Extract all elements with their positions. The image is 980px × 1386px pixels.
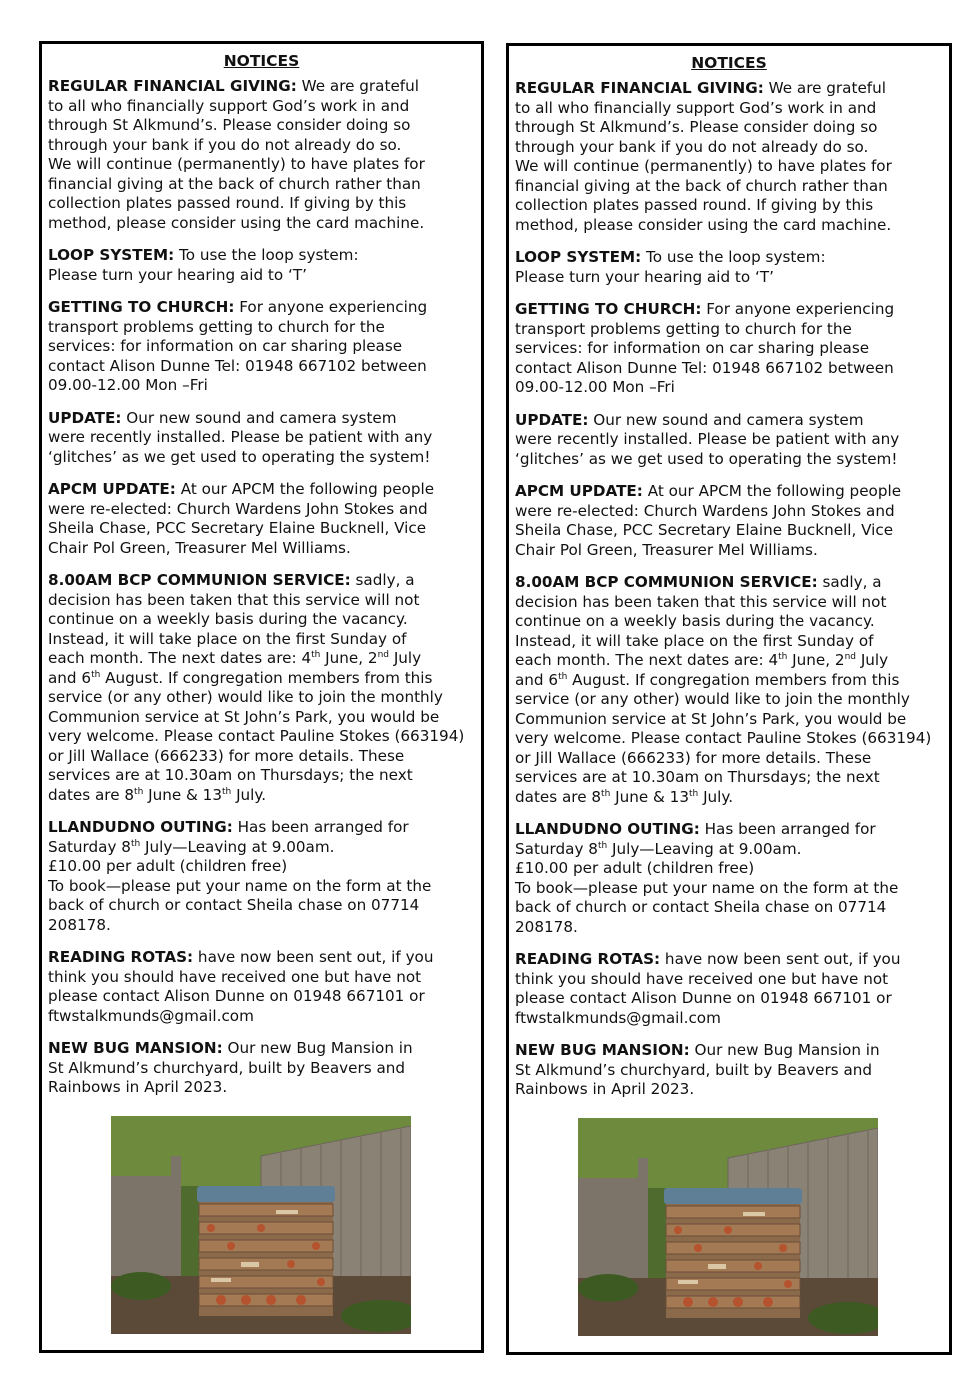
notice-text-line: continue on a weekly basis during the vacancy. bbox=[48, 610, 408, 628]
notice-heading: NEW BUG MANSION: bbox=[48, 1039, 223, 1057]
notices-title: NOTICES bbox=[691, 54, 767, 72]
notice-text-line: collection plates passed round. If giving by this bbox=[515, 196, 874, 214]
notice-text-line: For anyone experiencing bbox=[234, 298, 428, 316]
notice-text-line: Rainbows in April 2023. bbox=[48, 1078, 228, 1096]
notice-text-line: Chair Pol Green, Treasurer Mel Williams. bbox=[515, 540, 818, 559]
notices-title: NOTICES bbox=[223, 52, 300, 70]
notice-item bbox=[48, 246, 481, 285]
notice-text-line: very welcome. Please contact Pauline Stokes (663194) bbox=[515, 729, 932, 747]
notice-text-line: St Alkmund’s churchyard, built by Beavers and bbox=[48, 1058, 406, 1077]
notice-heading: LOOP SYSTEM: bbox=[515, 248, 642, 266]
notice-text-line: Our new Bug Mansion in bbox=[222, 1039, 413, 1057]
notice-text-line: services are at 10.30am on Thursdays; the next bbox=[48, 766, 413, 784]
notice-text-line: through St Alkmund’s. Please consider doing so bbox=[515, 118, 878, 136]
notice-text-line: Has been arranged for bbox=[232, 818, 409, 836]
notice-heading: APCM UPDATE: bbox=[515, 482, 643, 500]
notice-text-line: We will continue (permanently) to have plates for bbox=[515, 157, 892, 175]
notice-text-line: decision has been taken that this service will not bbox=[48, 590, 420, 609]
notice-text-line: through your bank if you do not already do so. bbox=[515, 137, 869, 156]
notice-text-line: Chair Pol Green, Treasurer Mel Williams. bbox=[48, 538, 351, 557]
bug-mansion-photo bbox=[111, 1116, 411, 1334]
notice-text-line: services are at 10.30am on Thursdays; the next bbox=[515, 768, 880, 786]
notice-text-line: please contact Alison Dunne on 01948 667101 or bbox=[515, 989, 892, 1007]
notice-text-line: 208178. bbox=[48, 915, 111, 934]
notice-text-line: £10.00 per adult (children free) bbox=[515, 859, 755, 877]
notice-item bbox=[515, 482, 949, 560]
notice-text-line: method, please consider using the card machine. bbox=[515, 215, 892, 234]
notice-text-line: each month. The next dates are: 4th June, 2nd July bbox=[515, 651, 889, 669]
notice-text-line: Has been arranged for bbox=[699, 820, 876, 838]
notice-text-line: were recently installed. Please be patient with any bbox=[48, 428, 433, 446]
notice-text-line: were recently installed. Please be patient with any bbox=[515, 430, 900, 448]
notice-text-line: We are grateful bbox=[763, 79, 886, 97]
notice-item bbox=[515, 300, 949, 398]
notice-text-line: St Alkmund’s churchyard, built by Beavers and bbox=[515, 1060, 873, 1079]
notice-text-line: dates are 8th June & 13th July. bbox=[48, 785, 267, 804]
notice-heading: UPDATE: bbox=[515, 410, 589, 429]
notice-text-line: ‘glitches’ as we get used to operating the system! bbox=[515, 449, 898, 468]
notice-text-line: Our new Bug Mansion in bbox=[689, 1041, 880, 1059]
notices-list bbox=[48, 77, 481, 1098]
notice-text-line: To book—please put your name on the form at the bbox=[515, 878, 899, 897]
notice-text-line: through your bank if you do not already do so. bbox=[48, 135, 402, 154]
notices-panel-left bbox=[39, 41, 484, 1353]
notice-item bbox=[515, 950, 949, 1028]
notice-heading: LLANDUDNO OUTING: bbox=[515, 820, 700, 838]
notice-text-line: each month. The next dates are: 4th June, 2nd July bbox=[48, 649, 422, 667]
notice-text-line: Communion service at St John’s Park, you would be bbox=[515, 709, 907, 728]
notice-text-line: To use the loop system: bbox=[641, 248, 826, 266]
notice-item bbox=[48, 409, 481, 468]
notice-text-line: were re-elected: Church Wardens John Stokes and bbox=[515, 501, 895, 520]
notice-text-line: service (or any other) would like to join the monthly bbox=[515, 690, 910, 708]
notice-text-line: continue on a weekly basis during the vacancy. bbox=[515, 612, 875, 630]
notice-text-line: services: for information on car sharing please bbox=[515, 339, 870, 357]
notice-text-line: ftwstalkmunds@gmail.com bbox=[515, 1008, 721, 1027]
notice-text-line: Saturday 8th July—Leaving at 9.00am. bbox=[48, 837, 335, 856]
notice-text-line: have now been sent out, if you bbox=[193, 948, 434, 966]
notice-text-line: 09.00-12.00 Mon –Fri bbox=[48, 376, 208, 394]
notice-text-line: We are grateful bbox=[296, 77, 419, 95]
notice-text-line: very welcome. Please contact Pauline Stokes (663194) bbox=[48, 727, 465, 745]
bug-mansion-photo bbox=[578, 1118, 878, 1336]
notice-text-line: services: for information on car sharing please bbox=[48, 337, 403, 355]
notice-text-line: or Jill Wallace (666233) for more details. These bbox=[515, 748, 872, 767]
notice-text-line: Sheila Chase, PCC Secretary Elaine Bucknell, Vice bbox=[48, 519, 427, 537]
notice-text-line: and 6th August. If congregation members from this bbox=[515, 670, 900, 689]
notice-item bbox=[515, 248, 949, 287]
notice-text-line: Rainbows in April 2023. bbox=[515, 1080, 695, 1098]
notice-item bbox=[515, 1041, 949, 1100]
notice-heading: GETTING TO CHURCH: bbox=[515, 300, 702, 318]
notice-heading: REGULAR FINANCIAL GIVING: bbox=[48, 77, 297, 95]
notice-text-line: collection plates passed round. If giving by this bbox=[48, 194, 407, 212]
notice-text-line: Our new sound and camera system bbox=[121, 408, 397, 427]
notice-item bbox=[48, 298, 481, 396]
notice-heading: 8.00AM BCP COMMUNION SERVICE: bbox=[48, 571, 351, 589]
notice-heading: READING ROTAS: bbox=[515, 950, 661, 968]
notice-text-line: back of church or contact Sheila chase on 07714 bbox=[48, 896, 420, 914]
notice-text-line: For anyone experiencing bbox=[701, 300, 895, 318]
notice-text-line: Instead, it will take place on the first Sunday of bbox=[515, 631, 874, 650]
notice-text-line: think you should have received one but have not bbox=[48, 967, 422, 986]
notice-text-line: To book—please put your name on the form at the bbox=[48, 876, 432, 895]
notice-text-line: We will continue (permanently) to have plates for bbox=[48, 155, 425, 173]
notice-text-line: dates are 8th June & 13th July. bbox=[515, 787, 734, 806]
notice-text-line: transport problems getting to church for the bbox=[515, 319, 852, 338]
notice-text-line: ftwstalkmunds@gmail.com bbox=[48, 1006, 254, 1025]
notice-text-line: Sheila Chase, PCC Secretary Elaine Bucknell, Vice bbox=[515, 521, 894, 539]
notice-text-line: to all who financially support God’s work in and bbox=[515, 98, 877, 117]
notice-item bbox=[48, 1039, 481, 1098]
notice-text-line: through St Alkmund’s. Please consider doing so bbox=[48, 116, 411, 134]
notice-text-line: or Jill Wallace (666233) for more details. These bbox=[48, 746, 405, 765]
notice-text-line: and 6th August. If congregation members from this bbox=[48, 668, 433, 687]
notice-item bbox=[48, 480, 481, 558]
notice-heading: 8.00AM BCP COMMUNION SERVICE: bbox=[515, 573, 818, 591]
notice-text-line: To use the loop system: bbox=[174, 246, 359, 264]
notice-item bbox=[48, 77, 481, 233]
notice-text-line: sadly, a bbox=[350, 571, 415, 589]
notice-text-line: At our APCM the following people bbox=[175, 480, 435, 498]
notice-heading: GETTING TO CHURCH: bbox=[48, 298, 235, 316]
notice-text-line: 208178. bbox=[515, 917, 578, 936]
notice-text-line: sadly, a bbox=[817, 573, 882, 591]
notice-text-line: Saturday 8th July—Leaving at 9.00am. bbox=[515, 839, 802, 858]
notice-heading: REGULAR FINANCIAL GIVING: bbox=[515, 79, 764, 97]
notice-text-line: Please turn your hearing aid to ‘T’ bbox=[48, 265, 307, 284]
notice-text-line: Our new sound and camera system bbox=[588, 410, 864, 429]
notice-item bbox=[515, 573, 949, 807]
notice-text-line: Please turn your hearing aid to ‘T’ bbox=[515, 267, 774, 286]
notice-heading: LOOP SYSTEM: bbox=[48, 246, 175, 264]
notice-text-line: ‘glitches’ as we get used to operating the system! bbox=[48, 447, 431, 466]
notice-item bbox=[515, 411, 949, 470]
notice-heading: READING ROTAS: bbox=[48, 948, 194, 966]
notice-item bbox=[48, 818, 481, 935]
notice-item bbox=[48, 571, 481, 805]
notice-item bbox=[48, 948, 481, 1026]
notice-heading: NEW BUG MANSION: bbox=[515, 1041, 690, 1059]
notice-text-line: financial giving at the back of church rather than bbox=[48, 174, 421, 193]
notice-text-line: have now been sent out, if you bbox=[660, 950, 901, 968]
notice-text-line: financial giving at the back of church rather than bbox=[515, 176, 888, 195]
notice-text-line: back of church or contact Sheila chase on 07714 bbox=[515, 898, 887, 916]
notice-text-line: to all who financially support God’s work in and bbox=[48, 96, 410, 115]
notice-text-line: contact Alison Dunne Tel: 01948 667102 between bbox=[48, 356, 427, 375]
notice-heading: LLANDUDNO OUTING: bbox=[48, 818, 233, 836]
notice-text-line: method, please consider using the card machine. bbox=[48, 213, 425, 232]
notice-text-line: 09.00-12.00 Mon –Fri bbox=[515, 378, 675, 396]
notice-heading: APCM UPDATE: bbox=[48, 480, 176, 498]
notice-text-line: Instead, it will take place on the first Sunday of bbox=[48, 629, 407, 648]
notice-text-line: transport problems getting to church for the bbox=[48, 317, 385, 336]
notice-text-line: Communion service at St John’s Park, you would be bbox=[48, 707, 440, 726]
notices-list bbox=[515, 79, 949, 1100]
notice-text-line: £10.00 per adult (children free) bbox=[48, 857, 288, 875]
notice-item bbox=[515, 820, 949, 937]
notice-text-line: decision has been taken that this service will not bbox=[515, 592, 887, 611]
notice-text-line: please contact Alison Dunne on 01948 667101 or bbox=[48, 987, 425, 1005]
notice-text-line: think you should have received one but have not bbox=[515, 969, 889, 988]
notice-text-line: were re-elected: Church Wardens John Stokes and bbox=[48, 499, 428, 518]
notice-item bbox=[515, 79, 949, 235]
notice-text-line: At our APCM the following people bbox=[642, 482, 902, 500]
notices-panel-right bbox=[506, 43, 952, 1355]
notice-text-line: contact Alison Dunne Tel: 01948 667102 between bbox=[515, 358, 894, 377]
notice-heading: UPDATE: bbox=[48, 408, 122, 427]
notice-text-line: service (or any other) would like to join the monthly bbox=[48, 688, 443, 706]
